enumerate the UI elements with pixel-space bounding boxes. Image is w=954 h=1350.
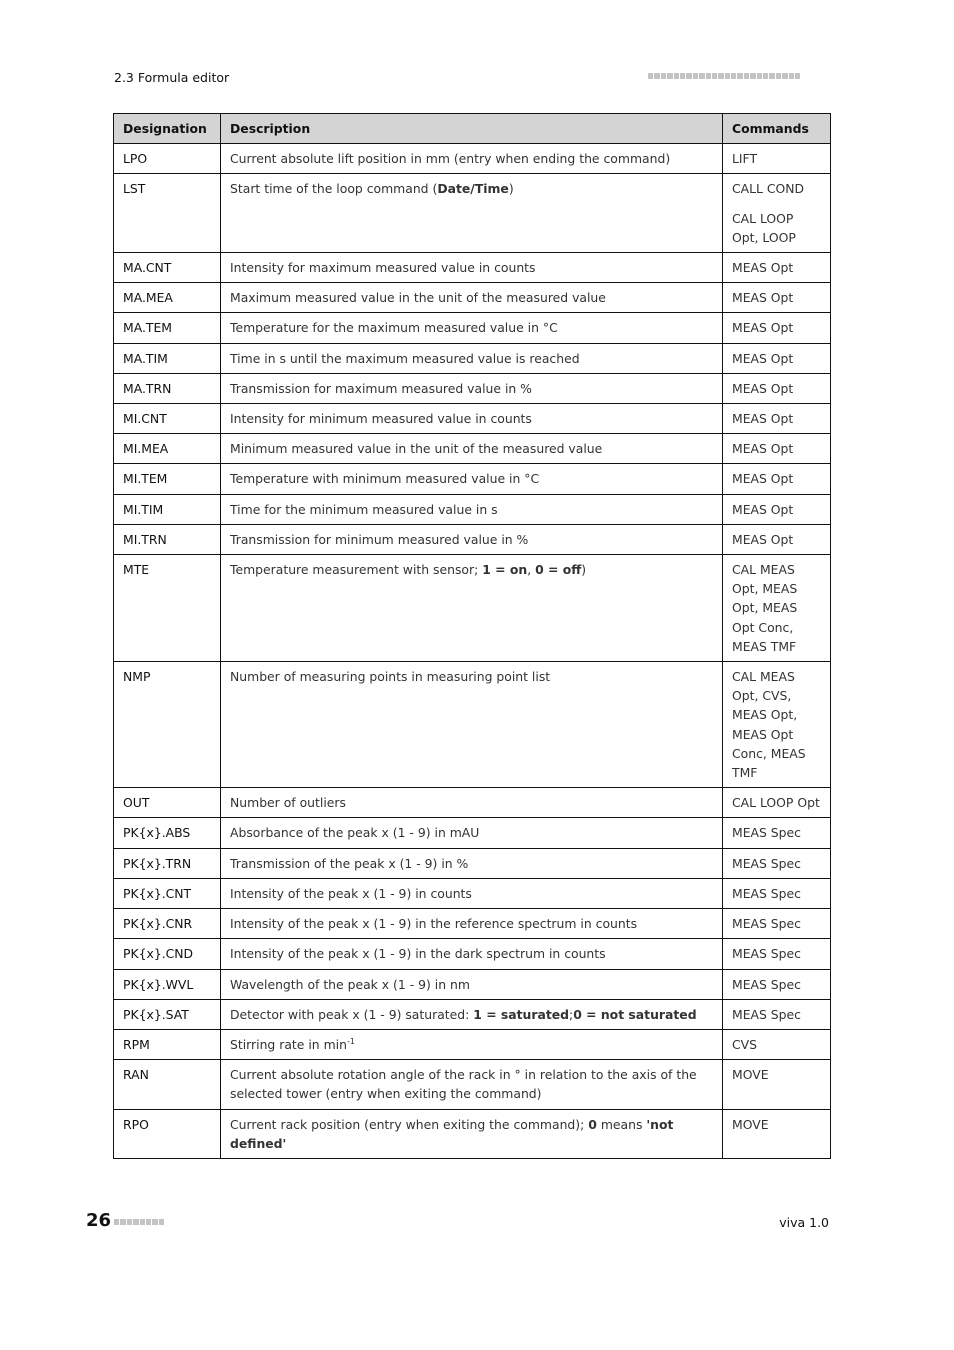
table-row [114, 524, 831, 554]
dot-decoration [718, 73, 723, 79]
commands-cell [723, 939, 831, 969]
command-entry: MEAS Opt [732, 380, 794, 396]
table-row [114, 939, 831, 969]
commands-cell [723, 144, 831, 174]
commands-cell [723, 253, 831, 283]
commands-cell [723, 848, 831, 878]
dot-decoration [120, 1219, 125, 1225]
table-header-row [114, 114, 831, 144]
description-cell [221, 283, 723, 313]
description-cell [221, 434, 723, 464]
table-row [114, 969, 831, 999]
dot-decoration [706, 73, 711, 79]
dot-decoration [127, 1219, 132, 1225]
description-emphasis: Date/Time [437, 181, 509, 197]
commands-cell [723, 404, 831, 434]
commands-cell [723, 434, 831, 464]
description-text: Temperature for the maximum measured value in °C [230, 320, 558, 336]
designation-cell: LST [114, 174, 221, 253]
table-row [114, 555, 831, 662]
dot-decoration [661, 73, 666, 79]
description-cell [221, 969, 723, 999]
command-entry: MEAS Spec [732, 855, 801, 871]
commands-cell [723, 788, 831, 818]
command-entry: CALL COND [732, 181, 805, 197]
command-entry: MEAS Opt [732, 290, 794, 306]
table-row [114, 1109, 831, 1158]
dot-decoration [737, 73, 742, 79]
commands-cell [723, 969, 831, 999]
description-cell [221, 999, 723, 1029]
description-cell [221, 1109, 723, 1158]
table-row [114, 174, 831, 253]
description-cell [221, 464, 723, 494]
command-entry: CAL MEAS Opt, CVS, MEAS Opt, MEAS Opt Conc, MEAS TMF [732, 669, 806, 781]
description-cell [221, 174, 723, 253]
description-text: Detector with peak x (1 - 9) saturated: [230, 1006, 474, 1022]
command-entry: LIFT [732, 151, 758, 167]
description-text: ) [581, 562, 587, 578]
designation-cell: LPO [114, 144, 221, 174]
formula-variables-table [113, 113, 831, 1159]
section-title: 2.3 Formula editor [114, 70, 230, 85]
command-entry: MEAS Opt [732, 260, 794, 276]
description-cell [221, 788, 723, 818]
designation-cell: MA.CNT [114, 253, 221, 283]
description-cell [221, 1029, 723, 1059]
designation-cell: MA.TRN [114, 373, 221, 403]
designation-cell: NMP [114, 662, 221, 788]
dot-decoration [152, 1219, 157, 1225]
commands-cell [723, 555, 831, 662]
description-emphasis: 0 = not saturated [573, 1006, 697, 1022]
designation-cell: PK{x}.CND [114, 939, 221, 969]
description-text: Number of outliers [230, 795, 346, 811]
table-row [114, 313, 831, 343]
dot-decoration [140, 1219, 145, 1225]
command-entry: MEAS Spec [732, 946, 801, 962]
designation-cell: PK{x}.WVL [114, 969, 221, 999]
dot-decoration [750, 73, 755, 79]
table-row [114, 144, 831, 174]
dot-decoration [789, 73, 794, 79]
dot-decoration [674, 73, 679, 79]
designation-cell: MI.TRN [114, 524, 221, 554]
description-cell [221, 909, 723, 939]
description-emphasis: 0 [588, 1116, 597, 1132]
description-text: Intensity of the peak x (1 - 9) in counts [230, 885, 472, 901]
page-number: 26 [86, 1210, 112, 1231]
dot-decoration [667, 73, 672, 79]
description-cell [221, 878, 723, 908]
designation-cell: RAN [114, 1060, 221, 1109]
dot-decoration [782, 73, 787, 79]
description-cell [221, 662, 723, 788]
description-text: Wavelength of the peak x (1 - 9) in nm [230, 976, 470, 992]
command-entry: MEAS Opt [732, 531, 794, 547]
description-text: Time for the minimum measured value in s [230, 501, 498, 517]
description-text: Intensity for minimum measured value in counts [230, 411, 532, 427]
table-row [114, 848, 831, 878]
dot-decoration [769, 73, 774, 79]
dot-decoration [776, 73, 781, 79]
command-entry: MEAS Spec [732, 825, 801, 841]
commands-cell [723, 313, 831, 343]
dot-decoration [146, 1219, 151, 1225]
command-entry: MEAS Spec [732, 1006, 801, 1022]
commands-cell [723, 174, 831, 253]
commands-cell [723, 818, 831, 848]
dot-decoration [114, 1219, 119, 1225]
command-entry: MEAS Opt [732, 501, 794, 517]
designation-cell: MA.TEM [114, 313, 221, 343]
commands-cell [723, 662, 831, 788]
description-text: means [596, 1116, 647, 1132]
table-row [114, 434, 831, 464]
description-cell [221, 494, 723, 524]
designation-cell: MI.CNT [114, 404, 221, 434]
dot-decoration [731, 73, 736, 79]
dot-decoration [757, 73, 762, 79]
table-row [114, 1060, 831, 1109]
description-text: Current rack position (entry when exiting the command); [230, 1116, 589, 1132]
designation-cell: OUT [114, 788, 221, 818]
description-text: Time in s until the maximum measured value is reached [230, 350, 580, 366]
command-entry: MEAS Opt [732, 441, 794, 457]
table-row [114, 818, 831, 848]
command-entry: MEAS Opt [732, 350, 794, 366]
command-entry: CAL LOOP Opt, LOOP [732, 210, 796, 245]
command-entry: MOVE [732, 1067, 769, 1083]
column-header-designation: Designation [114, 114, 221, 144]
description-text: ; [569, 1006, 574, 1022]
description-text: , [527, 562, 536, 578]
description-emphasis: 1 = on [482, 562, 528, 578]
designation-cell: PK{x}.CNT [114, 878, 221, 908]
designation-cell: MTE [114, 555, 221, 662]
description-cell [221, 939, 723, 969]
command-entry: CVS [732, 1036, 757, 1052]
commands-cell [723, 524, 831, 554]
description-cell [221, 555, 723, 662]
description-cell [221, 144, 723, 174]
commands-cell [723, 1060, 831, 1109]
description-text: Current absolute lift position in mm (entry when ending the command) [230, 151, 671, 167]
dot-decoration [725, 73, 730, 79]
dot-decoration [763, 73, 768, 79]
table-row [114, 788, 831, 818]
dot-decoration [795, 73, 800, 79]
description-text: Start time of the loop command ( [230, 181, 438, 197]
table-row [114, 373, 831, 403]
description-cell [221, 313, 723, 343]
description-text: Transmission of the peak x (1 - 9) in % [230, 855, 469, 871]
command-entry: MEAS Spec [732, 976, 801, 992]
description-text: Intensity for maximum measured value in counts [230, 260, 536, 276]
table-row [114, 878, 831, 908]
command-entry: MEAS Opt [732, 411, 794, 427]
header-dots-decoration [648, 73, 800, 79]
table-row [114, 283, 831, 313]
description-cell [221, 343, 723, 373]
description-text: Temperature measurement with sensor; [230, 562, 483, 578]
dot-decoration [699, 73, 704, 79]
command-entry: MEAS Opt [732, 471, 794, 487]
table-row [114, 662, 831, 788]
dot-decoration [133, 1219, 138, 1225]
designation-cell: PK{x}.CNR [114, 909, 221, 939]
table-row [114, 909, 831, 939]
description-cell [221, 848, 723, 878]
description-text: Current absolute rotation angle of the rack in ° in relation to the axis of the selected tower (entry when exiting the command) [230, 1067, 697, 1102]
description-cell [221, 818, 723, 848]
commands-cell [723, 283, 831, 313]
description-emphasis: 0 = off [535, 562, 582, 578]
designation-cell: MA.TIM [114, 343, 221, 373]
description-text: Temperature with minimum measured value in °C [230, 471, 540, 487]
dot-decoration [686, 73, 691, 79]
product-version: viva 1.0 [779, 1215, 829, 1230]
description-cell [221, 404, 723, 434]
designation-cell: MI.MEA [114, 434, 221, 464]
description-text: -1 [346, 1036, 355, 1046]
description-text: Absorbance of the peak x (1 - 9) in mAU [230, 825, 480, 841]
description-emphasis: 1 = saturated [473, 1006, 570, 1022]
description-text: Intensity of the peak x (1 - 9) in the reference spectrum in counts [230, 916, 638, 932]
commands-cell [723, 343, 831, 373]
description-cell [221, 524, 723, 554]
command-entry: MOVE [732, 1116, 769, 1132]
column-header-commands: Commands [723, 114, 831, 144]
table-row [114, 1029, 831, 1059]
designation-cell: MI.TIM [114, 494, 221, 524]
table-row [114, 999, 831, 1029]
description-text: Transmission for maximum measured value in % [230, 380, 532, 396]
commands-cell [723, 373, 831, 403]
description-text: ) [508, 181, 514, 197]
dot-decoration [159, 1219, 164, 1225]
commands-cell [723, 1109, 831, 1158]
command-entry: CAL MEAS Opt, MEAS Opt, MEAS Opt Conc, MEAS TMF [732, 562, 798, 654]
description-text: Stirring rate in min [230, 1036, 347, 1052]
designation-cell: RPO [114, 1109, 221, 1158]
command-entry: MEAS Spec [732, 916, 801, 932]
table-row [114, 494, 831, 524]
designation-cell: MI.TEM [114, 464, 221, 494]
table-row [114, 404, 831, 434]
description-cell [221, 1060, 723, 1109]
command-entry: MEAS Opt [732, 320, 794, 336]
dot-decoration [744, 73, 749, 79]
description-text: Transmission for minimum measured value in % [230, 531, 529, 547]
table-row [114, 464, 831, 494]
column-header-description: Description [221, 114, 723, 144]
commands-cell [723, 1029, 831, 1059]
dot-decoration [693, 73, 698, 79]
commands-cell [723, 494, 831, 524]
table-row [114, 343, 831, 373]
designation-cell: PK{x}.TRN [114, 848, 221, 878]
designation-cell: PK{x}.SAT [114, 999, 221, 1029]
dot-decoration [712, 73, 717, 79]
table-row [114, 253, 831, 283]
command-entry: MEAS Spec [732, 885, 801, 901]
commands-cell [723, 464, 831, 494]
dot-decoration [680, 73, 685, 79]
dot-decoration [648, 73, 653, 79]
description-emphasis: 'not defined' [230, 1116, 674, 1151]
designation-cell: RPM [114, 1029, 221, 1059]
commands-cell [723, 909, 831, 939]
designation-cell: MA.MEA [114, 283, 221, 313]
commands-cell [723, 878, 831, 908]
table-body [114, 144, 831, 1159]
description-text: Maximum measured value in the unit of the measured value [230, 290, 606, 306]
description-cell [221, 253, 723, 283]
description-text: Number of measuring points in measuring point list [230, 669, 551, 685]
description-text: Intensity of the peak x (1 - 9) in the dark spectrum in counts [230, 946, 606, 962]
designation-cell: PK{x}.ABS [114, 818, 221, 848]
commands-cell [723, 999, 831, 1029]
description-text: Minimum measured value in the unit of the measured value [230, 441, 603, 457]
dot-decoration [654, 73, 659, 79]
footer-dots-decoration [114, 1219, 164, 1225]
command-entry: CAL LOOP Opt [732, 795, 820, 811]
description-cell [221, 373, 723, 403]
